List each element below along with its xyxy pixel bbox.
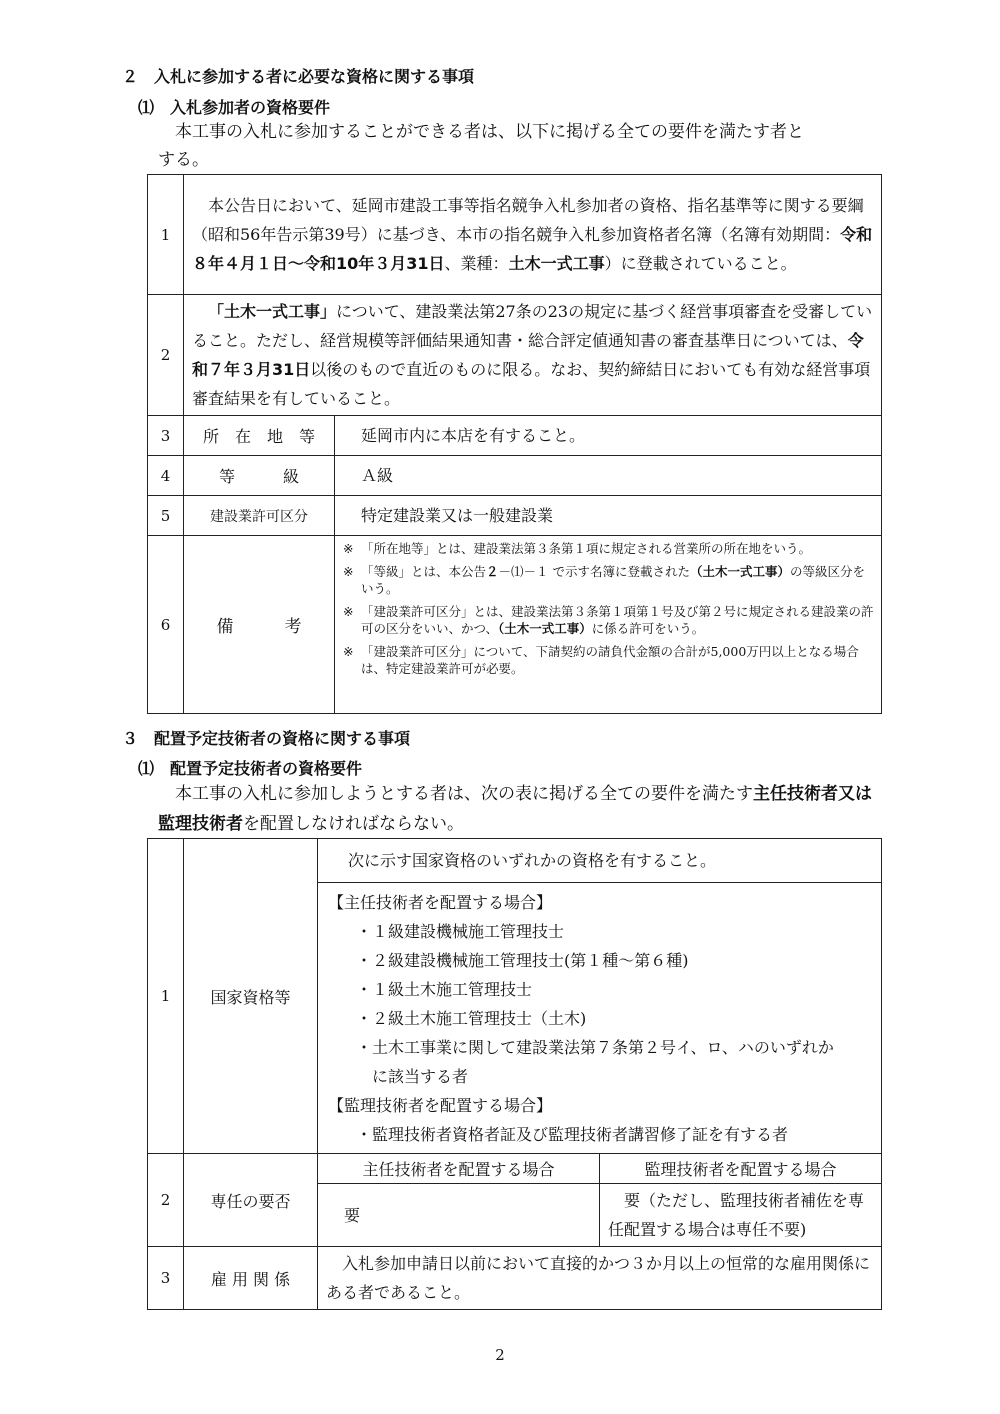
table-row bbox=[148, 1154, 882, 1184]
req-2-text-d: 以後のもので直近のものに限る。なお、契約締結日においても有効な経営事項審査結果を有していること。 bbox=[192, 360, 871, 408]
supervising-engineer-list bbox=[328, 1120, 875, 1149]
note-mark: ※ bbox=[343, 564, 354, 579]
req-1-text-c: 、業種： bbox=[444, 254, 509, 273]
section-2-intro-line-2: する。 bbox=[158, 150, 209, 170]
table-row bbox=[148, 839, 882, 883]
remarks-cell bbox=[335, 536, 882, 714]
note-text bbox=[361, 603, 875, 637]
row-label: 専任の要否 bbox=[184, 1154, 318, 1247]
table-row bbox=[148, 1247, 882, 1310]
list-item: ・２級建設機械施工管理技士(第１種～第６種) bbox=[356, 951, 689, 970]
section-3-heading: ３ 配置予定技術者の資格に関する事項 bbox=[122, 729, 411, 748]
table-row bbox=[148, 496, 882, 536]
section-2-heading: ２ 入札に参加する者に必要な資格に関する事項 bbox=[122, 67, 475, 86]
remark-note bbox=[335, 539, 881, 558]
note-2-text-a: 「等級」とは、本公告 bbox=[361, 564, 487, 579]
remark-note bbox=[335, 602, 881, 638]
table-row bbox=[148, 295, 882, 416]
section-3-intro-bold: 主任技術者又は監理技術者 bbox=[158, 784, 872, 834]
req-1-industry: 土木一式工事 bbox=[508, 254, 605, 273]
list-item: ・２級土木施工管理技士（土木) bbox=[356, 1009, 587, 1028]
row-number: 1 bbox=[148, 175, 184, 295]
list-item: に該当する者 bbox=[356, 1067, 469, 1086]
note-mark: ※ bbox=[343, 541, 354, 556]
section-3-intro bbox=[158, 779, 888, 839]
note-mark: ※ bbox=[343, 644, 354, 659]
requirement-text bbox=[184, 175, 882, 295]
technician-requirements-table bbox=[147, 838, 882, 1310]
row-number: 5 bbox=[148, 496, 184, 536]
req-1-text-a: 本公告日において、延岡市建設工事等指名競争入札参加者の資格、指名基準等に関する要綱（昭和56年告示第39号）に基づき、本市の指名競争入札参加資格者名簿（名簿有効期間： bbox=[192, 196, 864, 244]
row-number: 6 bbox=[148, 536, 184, 714]
page-number: 2 bbox=[495, 1346, 505, 1364]
row-number: 2 bbox=[148, 1154, 184, 1247]
note-2-text-c: －⑴－１ で示す名簿に登載された bbox=[498, 564, 691, 579]
note-text: 「所在地等」とは、建設業法第３条第１項に規定される営業所の所在地をいう。 bbox=[361, 541, 812, 556]
note-text: 「建設業許可区分」について、下請契約の請負代金額の合計が5,000万円以上となる場合は、特定建設業許可が必要。 bbox=[361, 644, 859, 676]
req-1-period: 令和８年４月１日～令和10年３月31日 bbox=[192, 225, 873, 273]
row-number: 1 bbox=[148, 839, 184, 1154]
supervising-column-header: 監理技術者を配置する場合 bbox=[600, 1154, 882, 1184]
row-label: 建設業許可区分 bbox=[184, 496, 335, 536]
section-2-subheading: ⑴ 入札参加者の資格要件 bbox=[138, 98, 331, 117]
employment-requirement: 入札参加申請日以前において直接的かつ３か月以上の恒常的な雇用関係にある者であること。 bbox=[318, 1247, 882, 1310]
row-label: 等 級 bbox=[184, 456, 335, 496]
note-3-text-a: 「建設業許可区分」とは、建設業法第３条第１項第１号及び第２号に規定される建設業の許可の区分をいい、かつ、 bbox=[361, 604, 874, 636]
list-item: ・土木工事業に関して建設業法第７条第２号イ、ロ、ハのいずれか bbox=[356, 1038, 834, 1057]
row-number: 3 bbox=[148, 1247, 184, 1310]
req-1-text-e: ）に登載されていること。 bbox=[604, 254, 797, 273]
row-number: 4 bbox=[148, 456, 184, 496]
list-item: ・１級建設機械施工管理技士 bbox=[356, 922, 565, 941]
note-2-industry: （土木一式工事） bbox=[690, 564, 791, 579]
remark-note bbox=[335, 562, 881, 598]
row-label: 雇 用 関 係 bbox=[184, 1247, 318, 1310]
remark-note bbox=[335, 642, 881, 678]
chief-engineer-list bbox=[328, 917, 875, 1091]
row-value: 特定建設業又は一般建設業 bbox=[335, 496, 882, 536]
note-2-text-e: の等級区分をいう。 bbox=[361, 564, 866, 596]
qualification-list-cell bbox=[318, 883, 882, 1154]
row-value: 延岡市内に本店を有すること。 bbox=[335, 416, 882, 456]
section-3-subheading: ⑴ 配置予定技術者の資格要件 bbox=[138, 759, 363, 778]
supervising-dedication-value: 要（ただし、監理技術者補佐を専任配置する場合は専任不要) bbox=[600, 1184, 882, 1247]
section-3-intro-a: 本工事の入札に参加しようとする者は、次の表に掲げる全ての要件を満たす bbox=[175, 784, 753, 804]
req-2-text-b: について、建設業法第27条の23の規定に基づく経営事項審査を受審していること。ただし、経営規模等評価結果通知書・総合評定値通知書の審査基準日については、 bbox=[192, 302, 873, 350]
table-row bbox=[148, 456, 882, 496]
note-text bbox=[361, 563, 875, 597]
section-3-intro-c: を配置しなければならない。 bbox=[243, 814, 464, 834]
chief-column-header: 主任技術者を配置する場合 bbox=[318, 1154, 600, 1184]
req-2-industry: 「土木一式工事」 bbox=[208, 302, 337, 321]
req-2-date: 令和７年３月31日 bbox=[192, 331, 864, 379]
row-label: 国家資格等 bbox=[184, 839, 318, 1154]
table-row bbox=[148, 175, 882, 295]
row-label: 所 在 地 等 bbox=[184, 416, 335, 456]
chief-engineer-heading: 【主任技術者を配置する場合】 bbox=[328, 893, 553, 912]
note-3-text-c: に係る許可をいう。 bbox=[591, 621, 705, 636]
row-value: Ａ級 bbox=[335, 456, 882, 496]
row-label: 備 考 bbox=[184, 536, 335, 714]
bidder-requirements-table bbox=[147, 174, 882, 714]
table-row bbox=[148, 416, 882, 456]
chief-dedication-value: 要 bbox=[318, 1184, 600, 1247]
note-3-industry: （土木一式工事） bbox=[498, 621, 592, 636]
table-row bbox=[148, 536, 882, 714]
list-item: ・１級土木施工管理技士 bbox=[356, 980, 533, 999]
qualification-summary: 次に示す国家資格のいずれかの資格を有すること。 bbox=[318, 839, 882, 883]
note-2-ref: ２ bbox=[486, 564, 499, 579]
requirement-text bbox=[184, 295, 882, 416]
row-number: 2 bbox=[148, 295, 184, 416]
note-mark: ※ bbox=[343, 604, 354, 619]
list-item: ・監理技術者資格者証及び監理技術者講習修了証を有する者 bbox=[356, 1125, 789, 1144]
row-number: 3 bbox=[148, 416, 184, 456]
supervising-engineer-heading: 【監理技術者を配置する場合】 bbox=[328, 1096, 553, 1115]
section-2-intro-line-1: 本工事の入札に参加することができる者は、以下に掲げる全ての要件を満たす者と bbox=[175, 122, 804, 142]
